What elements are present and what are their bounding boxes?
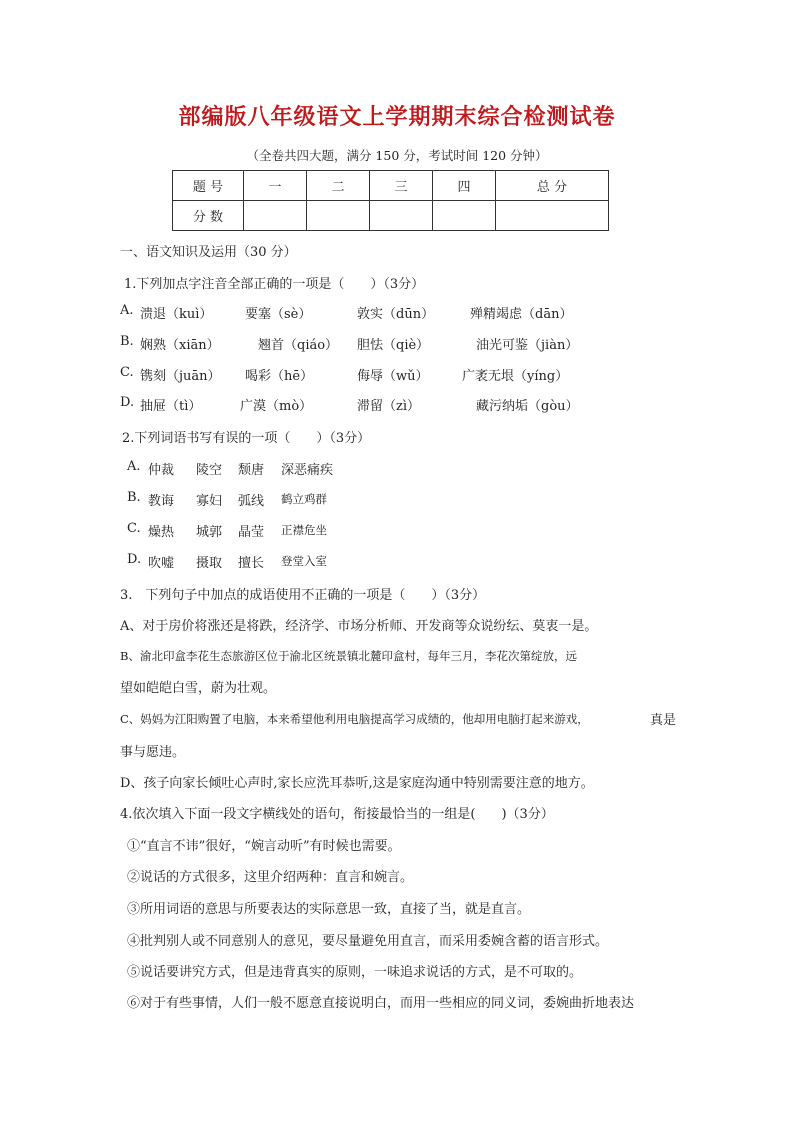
option-item: 藏污纳垢（gòu） — [476, 399, 579, 414]
score-header-cell: 四 — [433, 171, 496, 201]
question-3-option-c-tail: 真是 — [650, 713, 677, 728]
question-2-stem: 2.下列词语书写有误的一项（ ）（3分） — [122, 431, 371, 446]
option-item: 喝彩（hē） — [245, 369, 314, 384]
score-header-cell: 总 分 — [496, 171, 609, 201]
option-item: 仲裁 — [148, 463, 175, 478]
section-heading: 一、语文知识及运用（30 分） — [120, 245, 297, 260]
option-item: 寡妇 — [196, 494, 223, 509]
option-label: C. — [120, 365, 134, 380]
score-row-label: 分 数 — [173, 201, 244, 231]
option-item: 敦实（dūn） — [357, 307, 435, 322]
score-cell[interactable] — [307, 201, 370, 231]
option-item: 燥热 — [148, 525, 175, 540]
option-item: 胆怯（qiè） — [357, 338, 430, 353]
option-label: A. — [120, 303, 134, 318]
score-header-cell: 一 — [244, 171, 307, 201]
option-item: 娴熟（xiān） — [140, 338, 220, 353]
page-title: 部编版八年级语文上学期期末综合检测试卷 — [178, 105, 616, 130]
question-3-option-c-line1: C、妈妈为江阳购置了电脑，本来希望他利用电脑提高学习成绩的，他却用电脑打起来游戏， — [120, 712, 589, 726]
option-item: 要塞（sè） — [245, 307, 312, 322]
option-label: D. — [120, 395, 135, 410]
option-label: B. — [127, 490, 141, 505]
option-item: 镌刻（juān） — [140, 369, 221, 384]
score-table-score-row — [173, 201, 609, 231]
exam-info: （全卷共四大题，满分 150 分，考试时间 120 分钟） — [246, 148, 548, 163]
option-item: 抽屉（tì） — [140, 399, 202, 414]
question-3-option-d: D、孩子向家长倾吐心声时,家长应洗耳恭听,这是家庭沟通中特别需要注意的地方。 — [120, 776, 594, 791]
option-item: 登堂入室 — [281, 554, 327, 568]
option-item: 溃退（kuì） — [140, 307, 213, 322]
option-label: A. — [127, 459, 141, 474]
option-item: 教诲 — [148, 494, 175, 509]
question-3-option-c-line2: 事与愿违。 — [120, 745, 186, 760]
question-1-stem: 1.下列加点字注音全部正确的一项是（ ）（3分） — [124, 277, 425, 292]
option-label: C. — [127, 521, 141, 536]
option-item: 广袤无垠（yíng） — [462, 369, 569, 384]
question-4-stem: 4.依次填入下面一段文字横线处的语句，衔接最恰当的一组是( )（3分） — [120, 807, 554, 822]
score-cell[interactable] — [370, 201, 433, 231]
score-header-cell: 三 — [370, 171, 433, 201]
question-4-sentence: ②说话的方式很多，这里介绍两种：直言和婉言。 — [127, 870, 414, 885]
option-item: 吹嘘 — [148, 556, 175, 571]
option-label: B. — [120, 334, 134, 349]
option-item: 翘首（qiáo） — [258, 338, 339, 353]
question-4-sentence: ⑤说话要讲究方式，但是违背真实的原则，一味追求说话的方式，是不可取的。 — [127, 965, 583, 980]
question-4-sentence: ④批判别人或不同意别人的意见，要尽量避免用直言，而采用委婉含蓄的语言形式。 — [127, 934, 609, 949]
score-header-cell: 题 号 — [173, 171, 244, 201]
option-item: 颓唐 — [238, 463, 265, 478]
question-4-sentence: ①“直言不讳”很好，“婉言动听”有时候也需要。 — [127, 839, 401, 854]
score-header-cell: 二 — [307, 171, 370, 201]
option-item: 油光可鉴（jiàn） — [476, 338, 579, 353]
option-item: 殚精竭虑（dān） — [470, 307, 573, 322]
question-4-sentence: ⑥对于有些事情，人们一般不愿意直接说明白，而用一些相应的同义词，委婉曲折地表达 — [127, 996, 635, 1011]
option-item: 城郭 — [196, 525, 223, 540]
option-item: 正襟危坐 — [281, 523, 327, 537]
option-item: 鹤立鸡群 — [281, 492, 327, 506]
option-item: 陵空 — [196, 463, 223, 478]
question-4-sentence: ③所用词语的意思与所要表达的实际意思一致，直接了当，就是直言。 — [127, 902, 531, 917]
option-item: 摄取 — [196, 556, 223, 571]
option-item: 广漠（mò） — [240, 399, 313, 414]
score-table-header-row — [173, 171, 609, 201]
option-label: D. — [127, 552, 142, 567]
option-item: 擅长 — [238, 556, 265, 571]
option-item: 滞留（zì） — [357, 399, 421, 414]
option-item: 深恶痛疾 — [281, 463, 334, 478]
option-item: 弧线 — [238, 494, 265, 509]
score-cell[interactable] — [433, 201, 496, 231]
option-item: 侮辱（wǔ） — [357, 369, 429, 384]
score-cell[interactable] — [496, 201, 609, 231]
question-3-option-b-line2: 望如皑皑白雪，蔚为壮观。 — [120, 681, 277, 696]
option-item: 晶莹 — [238, 525, 265, 540]
question-3-option-b-line1: B、渝北印盒李花生态旅游区位于渝北区统景镇北麓印盒村，每年三月，李花次第绽放，远 — [120, 649, 577, 663]
question-3-option-a: A、对于房价将涨还是将跌，经济学、市场分析师、开发商等众说纷纭、莫衷一是。 — [120, 619, 598, 634]
score-cell[interactable] — [244, 201, 307, 231]
question-3-stem: 3. 下列句子中加点的成语使用不正确的一项是（ ）（3分） — [120, 588, 486, 603]
score-table — [172, 170, 609, 231]
